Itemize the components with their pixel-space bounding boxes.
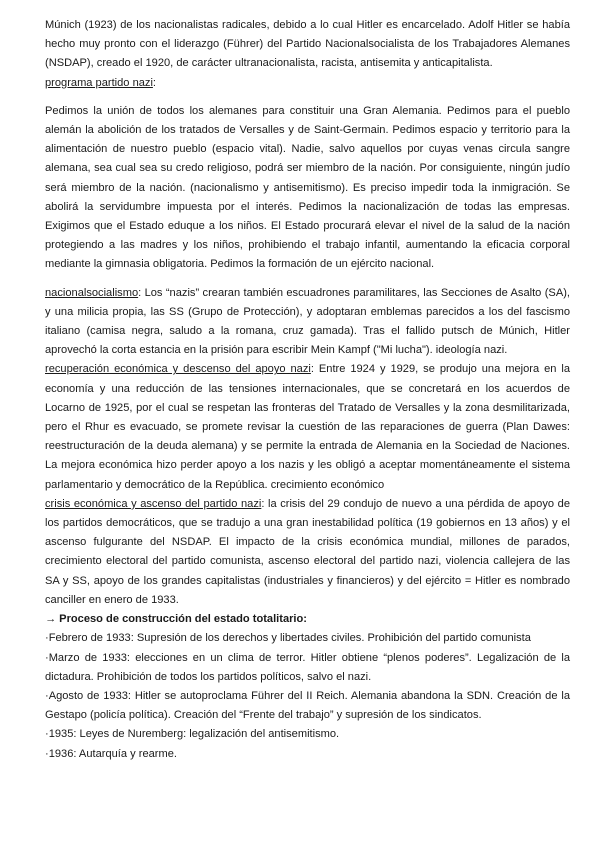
crisis-paragraph: [45, 495, 570, 610]
spacer: [45, 275, 570, 284]
recuperacion-label: recuperación económica y descenso del apoyo nazi: [45, 363, 311, 376]
crisis-label: crisis económica y ascenso del partido nazi: [45, 497, 262, 510]
spacer: [45, 93, 570, 102]
crisis-text: : la crisis del 29 condujo de nuevo a una pérdida de apoyo de los partidos democráticos, que se tradujo a una gran inestabilidad política (19 gobiernos en 13 años) y el ascenso fulgurante del NSDAP. El impacto de la crisis económica mundial, millones de parados, crecimiento electoral del partido comunista, ascenso electoral del partido nazi, violencia callejera de las SA y SS, apoyo de los grandes capitalistas (industriales y financieros) y del ejército = Hitler es nombrado canciller en enero de 1933.: [45, 497, 570, 606]
timeline-item: ·1935: Leyes de Nuremberg: legalización del antisemitismo.: [45, 728, 340, 741]
nacionalsocialismo-label: nacionalsocialismo: [45, 286, 139, 299]
programa-label-line: [45, 74, 570, 93]
programa-label: programa partido nazi: [45, 76, 153, 89]
nacionalsocialismo-text: : Los “nazis” crearan también escuadrones paramilitares, las Secciones de Asalto (SA), y una milicia propia, las SS (Grupo de Protección), y adoptaran emblemas parecidos a los del fascismo italiano (camisa negra, saludo a la romana, cruz gamada). Tras el fallido putsch de Múnich, Hitler aprovechó la corta estancia en la prisión para escribir Mein Kampf ("Mi lucha"). ideología nazi.: [45, 286, 570, 357]
recuperacion-paragraph: [45, 360, 570, 494]
intro-paragraph: Múnich (1923) de los nacionalistas radicales, debido a lo cual Hitler es encarcelado. Adolf Hitler se había hecho muy pronto con el liderazgo (Führer) del Partido Nacionalsocialista de los Trabajadores Alemanes (NSDAP), creado el 1920, de carácter ultranacionalista, racista, antisemita y anticapitalista.: [45, 19, 570, 70]
timeline-item: ·Marzo de 1933: elecciones en un clima de terror. Hitler obtiene “plenos poderes”. Legalización de la dictadura. Prohibición de todos los partidos políticos, salvo el nazi.: [45, 651, 570, 683]
timeline-item: ·Agosto de 1933: Hitler se autoproclama Führer del II Reich. Alemania abandona la SDN. Creación de la Gestapo (policía política). Creación del “Frente del trabajo” y supresión de los sindicatos.: [45, 689, 570, 722]
document-page: [45, 16, 570, 764]
programa-colon: :: [152, 76, 157, 89]
section-heading: → Proceso de construcción del estado totalitario:: [45, 613, 307, 626]
timeline-item: ·Febrero de 1933: Supresión de los derechos y libertades civiles. Prohibición del partido comunista: [45, 632, 531, 645]
programa-paragraph: Pedimos la unión de todos los alemanes para constituir una Gran Alemania. Pedimos para el pueblo alemán la abolición de los tratados de Versalles y de Saint-Germain. Pedimos espacio y territorio para la alimentación de nuestro pueblo (espacio vital). Nadie, salvo aquellos por cuyas venas circula sangre alemana, sea cual sea su credo religioso, podrá ser miembro de la nación. Por consiguiente, ningún judío será miembro de la nación. (nacionalismo y antisemitismo). Es preciso impedir toda la inmigración. Se abolirá la servidumbre impuesta por el interés. Pedimos la nacionalización de todas las empresas. Exigimos que el Estado eduque a los niños. El Estado procurará elevar el nivel de la salud de la nación protegiendo a las madres y los niños, prohibiendo el trabajo infantil, aumentando la eficacia corporal mediante la gimnasia obligatoria. Pedimos la formación de un ejército nacional.: [45, 104, 570, 271]
recuperacion-text: : Entre 1924 y 1929, se produjo una mejora en la economía y una reducción de las tensiones internacionales, que se concretará en los acuerdos de Locarno de 1925, por el cual se respetan las fronteras del Tratado de Versalles y la zona desmilitarizada, pero el Rhur es evacuado, se promete revisar la cuestión de las reparaciones de guerra (Plan Dawes: reestructuración de la deuda alemana) y se permite la entrada de Alemania en la Sociedad de Naciones. La mejora económica hizo perder apoyo a los nazis y les obligó a aceptar momentáneamente el sistema parlamentario y democrático de la República. crecimiento económico: [45, 363, 570, 491]
nacionalsocialismo-paragraph: [45, 284, 570, 361]
timeline-item: ·1936: Autarquía y rearme.: [45, 747, 177, 760]
